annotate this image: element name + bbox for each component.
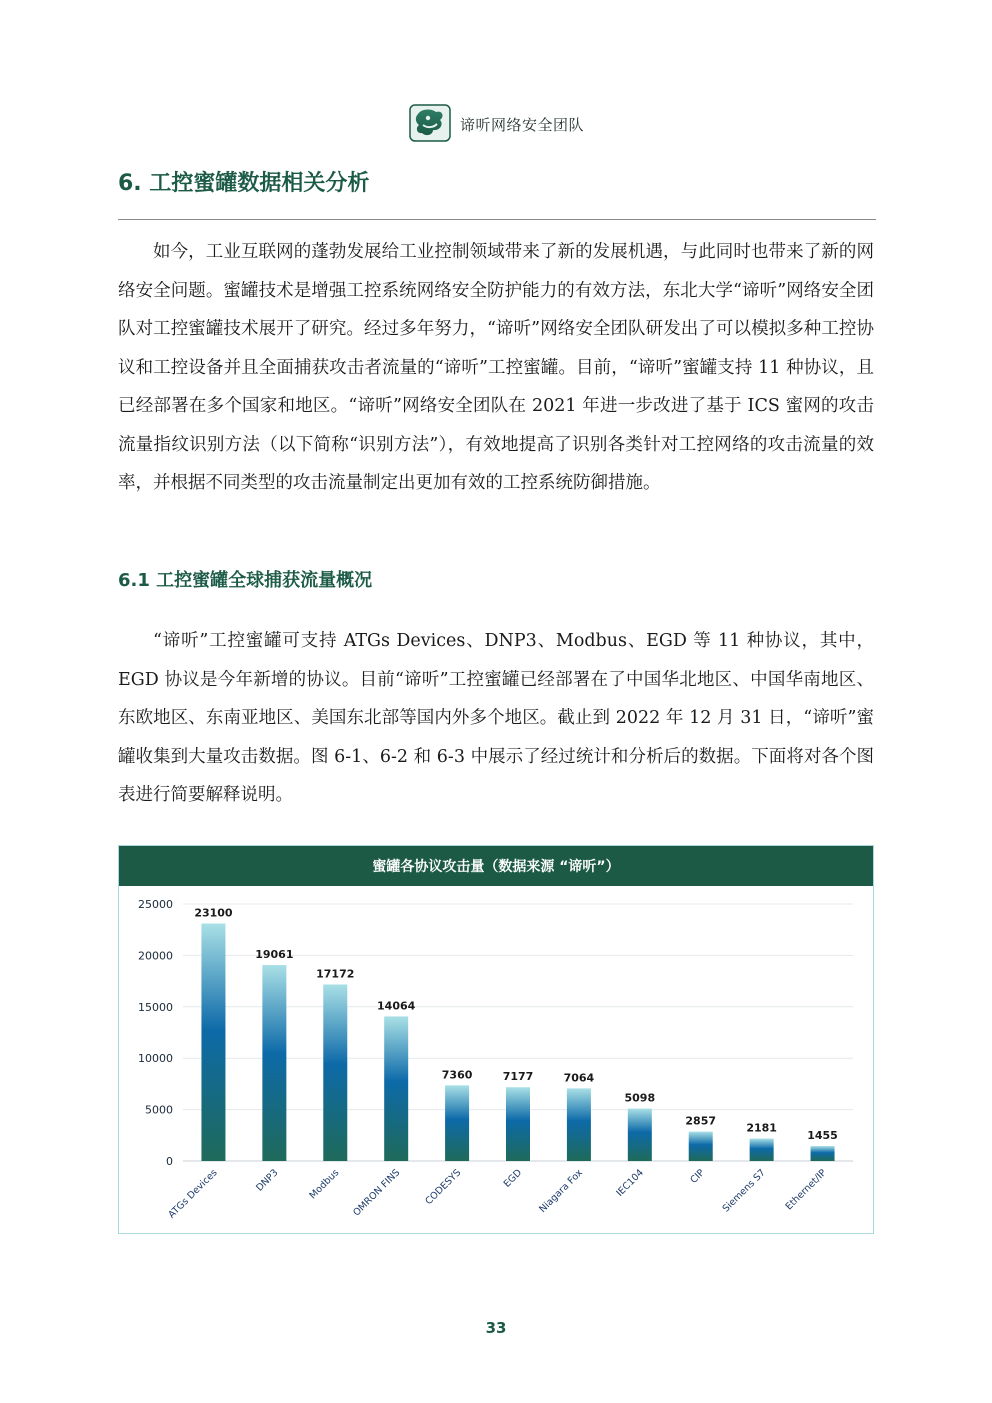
bar-value-label: 7177 — [502, 1070, 534, 1084]
x-category-label: EGD — [501, 1167, 525, 1190]
chart-header-bar — [119, 846, 873, 886]
page-header — [0, 100, 992, 144]
x-category-label: Modbus — [307, 1167, 342, 1202]
bar — [384, 1016, 408, 1161]
intro-paragraph: 如今，工业互联网的蓬勃发展给工业控制领域带来了新的发展机遇，与此同时也带来了新的网络安全问题。蜜罐技术是增强工控系统网络安全防护能力的有效方法，东北大学“谛听”网络安全团队对工控蜜罐技术展开了研究。经过多年努力，“谛听”网络安全团队研发出了可以模拟多种工控协议和工控设备并且全面捕获攻击者流量的“谛听”工控蜜罐。目前，“谛听”蜜罐支持 11 种协议，且已经部署在多个国家和地区。“谛听”网络安全团队在 2021 年进一步改进了基于 ICS 蜜网的攻击流量指纹识别方法（以下简称“识别方法”），有效地提高了识别各类针对工控网络的攻击流量的效率，并根据不同类型的攻击流量制定出更加有效的工控系统防御措施。 — [118, 242, 874, 493]
bar-value-label: 7064 — [563, 1071, 595, 1085]
bar — [262, 965, 286, 1161]
y-tick-label: 5000 — [145, 1103, 173, 1117]
chart-title: 蜜罐各协议攻击量（数据来源 “谛听”） — [372, 859, 620, 875]
x-category-label: CIP — [688, 1167, 707, 1186]
x-category-label: Siemens S7 — [720, 1167, 768, 1215]
subsection-title: 6.1 工控蜜罐全球捕获流量概况 — [118, 570, 373, 591]
bar-value-label: 23100 — [194, 906, 233, 920]
x-category-label: ATGs Devices — [166, 1167, 220, 1221]
bar — [811, 1146, 835, 1161]
bar-chart — [119, 886, 873, 1232]
bar-value-label: 2181 — [746, 1121, 777, 1135]
overview-paragraph: “谛听”工控蜜罐可支持 ATGs Devices、DNP3、Modbus、EGD 等 11 种协议，其中，EGD 协议是今年新增的协议。目前“谛听”工控蜜罐已经部署在了中国华北地区、中国华南地区、东欧地区、东南亚地区、美国东北部等国内外多个地区。截止到 2022 年 12 月 31 日，“谛听”蜜罐收集到大量攻击数据。图 6-1、6-2 和 6-3 中展示了经过统计和分析后的数据。下面将对各个图表进行简要解释说明。 — [118, 631, 874, 805]
x-category-label: IEC104 — [614, 1167, 646, 1199]
y-tick-label: 20000 — [138, 949, 173, 963]
page-number: 33 — [485, 1319, 507, 1337]
bar-value-label: 17172 — [316, 967, 355, 981]
y-tick-label: 25000 — [138, 898, 173, 911]
x-category-label: Niagara Fox — [537, 1167, 586, 1216]
bar-value-label: 5098 — [624, 1091, 656, 1105]
bar — [689, 1132, 713, 1161]
y-tick-label: 15000 — [138, 1000, 173, 1014]
title-divider — [118, 219, 876, 220]
x-category-label: DNP3 — [254, 1167, 281, 1194]
seal-logo-icon — [409, 104, 451, 142]
y-tick-label: 0 — [166, 1155, 173, 1168]
bar — [506, 1087, 530, 1161]
x-category-label: Ethernet/IP — [783, 1167, 829, 1213]
y-tick-label: 10000 — [138, 1052, 173, 1066]
bar — [201, 924, 225, 1161]
bar-value-label: 14064 — [377, 999, 416, 1013]
x-category-label: OMRON FINS — [351, 1167, 403, 1219]
bar-value-label: 2857 — [685, 1114, 717, 1128]
section-title: 6. 工控蜜罐数据相关分析 — [118, 171, 370, 196]
bar-value-label: 1455 — [807, 1129, 838, 1143]
bar — [567, 1088, 591, 1161]
x-category-label: CODESYS — [423, 1167, 464, 1208]
bar — [445, 1085, 469, 1161]
team-name: 谛听网络安全团队 — [460, 116, 585, 134]
bar — [323, 984, 347, 1161]
bar — [750, 1139, 774, 1161]
bar-value-label: 19061 — [255, 948, 294, 962]
bar — [628, 1109, 652, 1161]
attack-volume-chart — [118, 845, 874, 1234]
bar-value-label: 7360 — [441, 1068, 473, 1082]
